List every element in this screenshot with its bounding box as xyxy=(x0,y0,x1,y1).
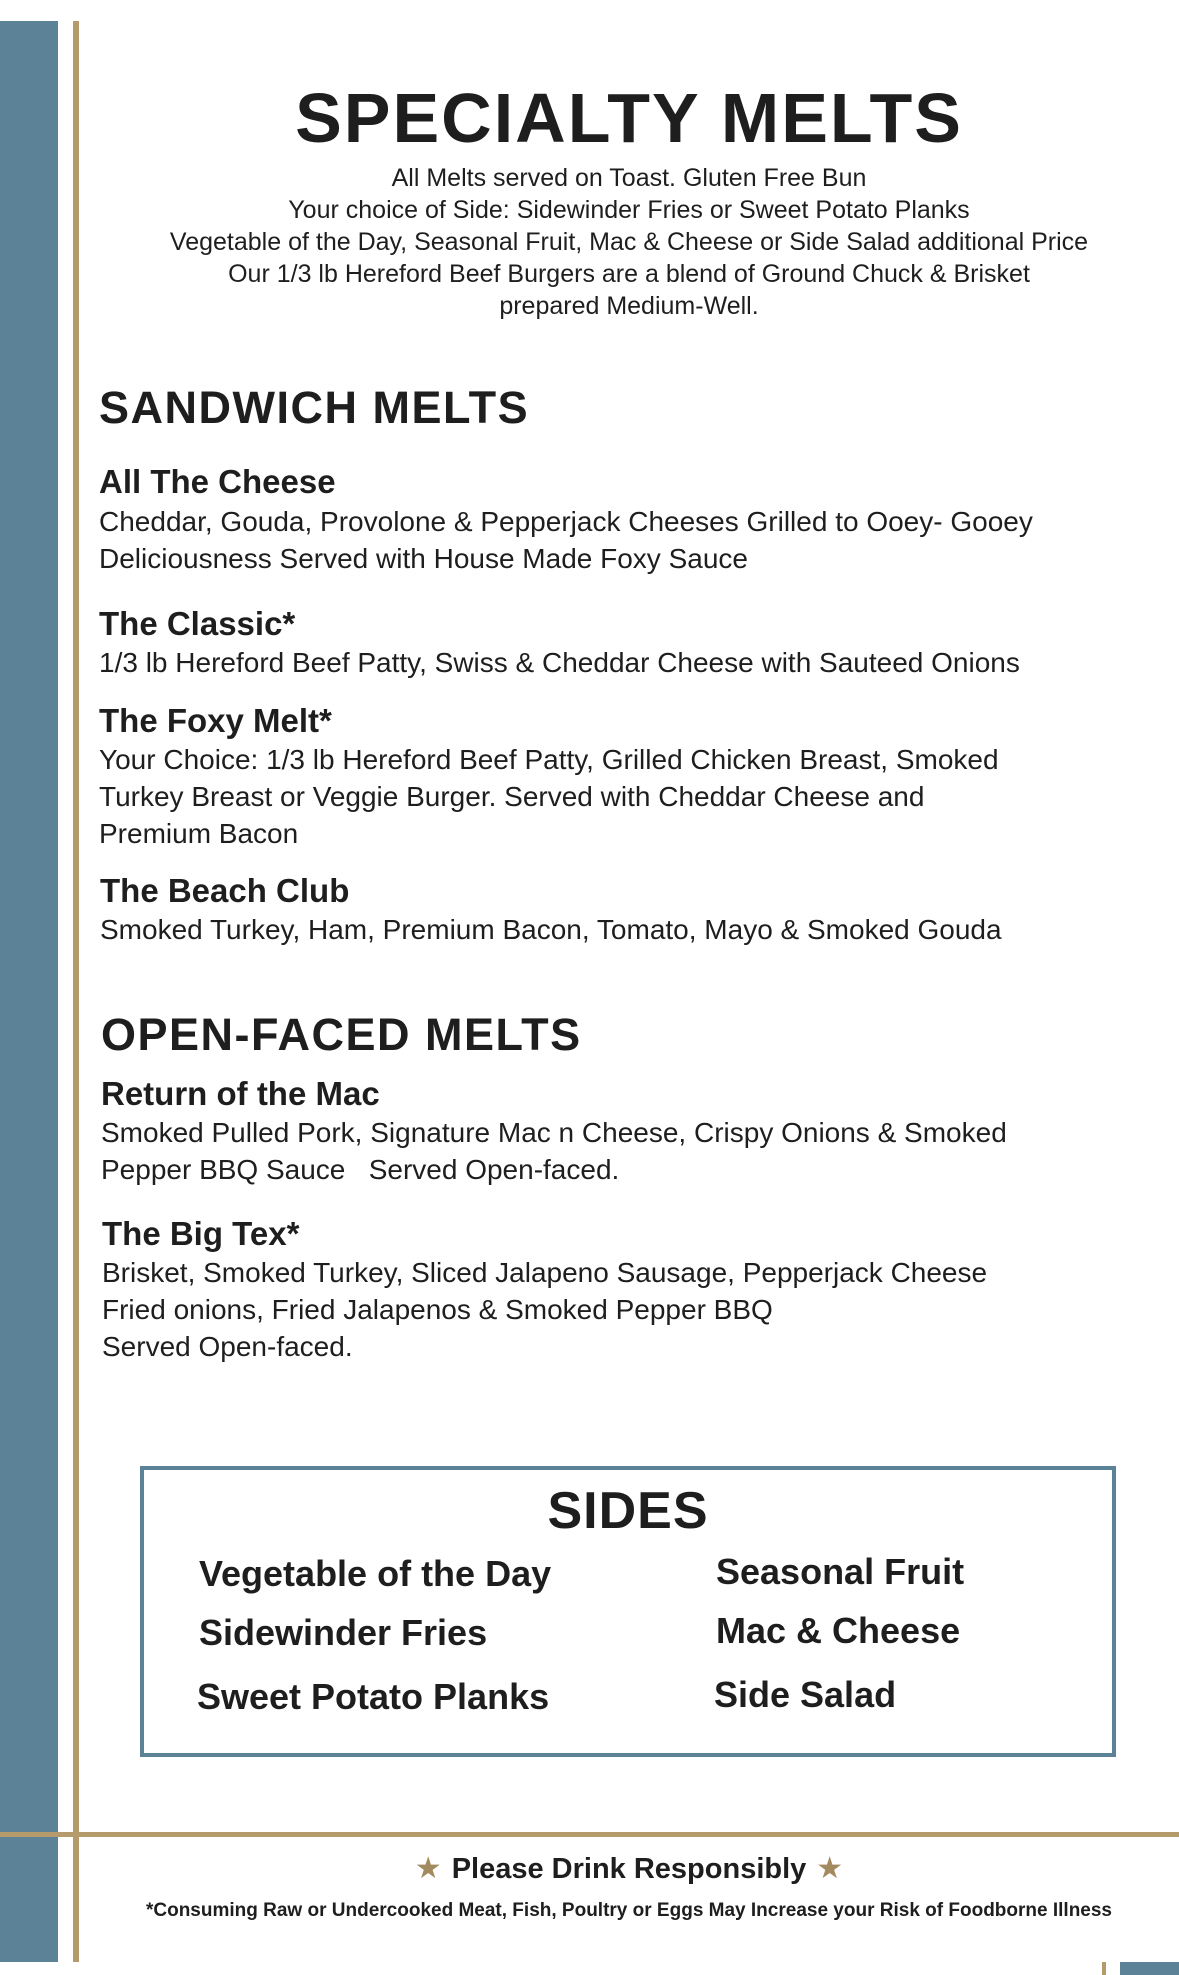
side-item: Vegetable of the Day xyxy=(199,1553,552,1594)
description-line: Pepper BBQ Sauce Served Open-faced. xyxy=(101,1154,620,1185)
menu-item-description xyxy=(99,741,1159,852)
menu-item-description xyxy=(102,1254,1162,1365)
menu-item-name: All The Cheese xyxy=(99,463,336,500)
description-line: Cheddar, Gouda, Provolone & Pepperjack Cheeses Grilled to Ooey- Gooey xyxy=(99,506,1033,537)
intro-line: prepared Medium-Well. xyxy=(499,292,759,320)
menu-item-description xyxy=(99,644,1159,681)
intro-line: Vegetable of the Day, Seasonal Fruit, Mac & Cheese or Side Salad additional Price xyxy=(169,228,1089,256)
menu-item-name: Return of the Mac xyxy=(101,1075,380,1112)
sandwich-melts-heading: SANDWICH MELTS xyxy=(99,382,530,433)
menu-item-name: The Foxy Melt* xyxy=(99,702,332,739)
intro-notes xyxy=(79,162,1179,322)
corner-blue-mark xyxy=(1120,1962,1179,1975)
description-line: 1/3 lb Hereford Beef Patty, Swiss & Cheddar Cheese with Sauteed Onions xyxy=(99,647,1020,678)
drink-responsibly-text: Please Drink Responsibly xyxy=(451,1853,807,1885)
description-line: Your Choice: 1/3 lb Hereford Beef Patty, Grilled Chicken Breast, Smoked xyxy=(99,744,999,775)
description-line: Smoked Turkey, Ham, Premium Bacon, Tomato, Mayo & Smoked Gouda xyxy=(100,914,1002,945)
description-line: Brisket, Smoked Turkey, Sliced Jalapeno Sausage, Pepperjack Cheese xyxy=(102,1257,988,1288)
description-line: Deliciousness Served with House Made Foxy Sauce xyxy=(99,543,748,574)
intro-line: Your choice of Side: Sidewinder Fries or Sweet Potato Planks xyxy=(288,196,970,224)
side-item: Sidewinder Fries xyxy=(199,1612,488,1653)
side-item: Seasonal Fruit xyxy=(716,1551,965,1592)
side-item: Side Salad xyxy=(714,1674,897,1715)
description-line: Smoked Pulled Pork, Signature Mac n Cheese, Crispy Onions & Smoked xyxy=(101,1117,1007,1148)
description-line: Served Open-faced. xyxy=(102,1331,353,1362)
menu-item-description xyxy=(100,911,1160,948)
open-faced-melts-heading: OPEN-FACED MELTS xyxy=(101,1009,582,1060)
menu-item-description xyxy=(101,1114,1161,1188)
corner-gold-mark xyxy=(1102,1962,1106,1975)
drink-responsibly-notice xyxy=(79,1849,1179,1889)
side-item: Sweet Potato Planks xyxy=(197,1676,550,1717)
menu-item-name: The Beach Club xyxy=(100,872,350,909)
intro-line: Our 1/3 lb Hereford Beef Burgers are a blend of Ground Chuck & Brisket xyxy=(228,260,1030,288)
side-item: Mac & Cheese xyxy=(716,1610,961,1651)
intro-line: All Melts served on Toast. Gluten Free Bun xyxy=(391,164,867,192)
sides-box xyxy=(140,1466,1116,1757)
horizontal-gold-rule xyxy=(0,1832,1179,1837)
menu-item-description xyxy=(99,503,1159,577)
description-line: Turkey Breast or Veggie Burger. Served with Cheddar Cheese and xyxy=(99,781,925,812)
food-safety-disclaimer: *Consuming Raw or Undercooked Meat, Fish, Poultry or Eggs May Increase your Risk of Foodborne Illness xyxy=(145,1900,1112,1921)
left-blue-bar xyxy=(0,21,58,1962)
star-icon: ★ xyxy=(414,1852,442,1885)
menu-item-name: The Big Tex* xyxy=(102,1215,300,1252)
description-line: Premium Bacon xyxy=(99,818,299,849)
menu-item-name: The Classic* xyxy=(99,605,296,642)
page-title: SPECIALTY MELTS xyxy=(295,79,963,157)
description-line: Fried onions, Fried Jalapenos & Smoked Pepper BBQ xyxy=(102,1294,773,1325)
sides-heading: SIDES xyxy=(547,1482,709,1540)
star-icon: ★ xyxy=(816,1852,844,1885)
